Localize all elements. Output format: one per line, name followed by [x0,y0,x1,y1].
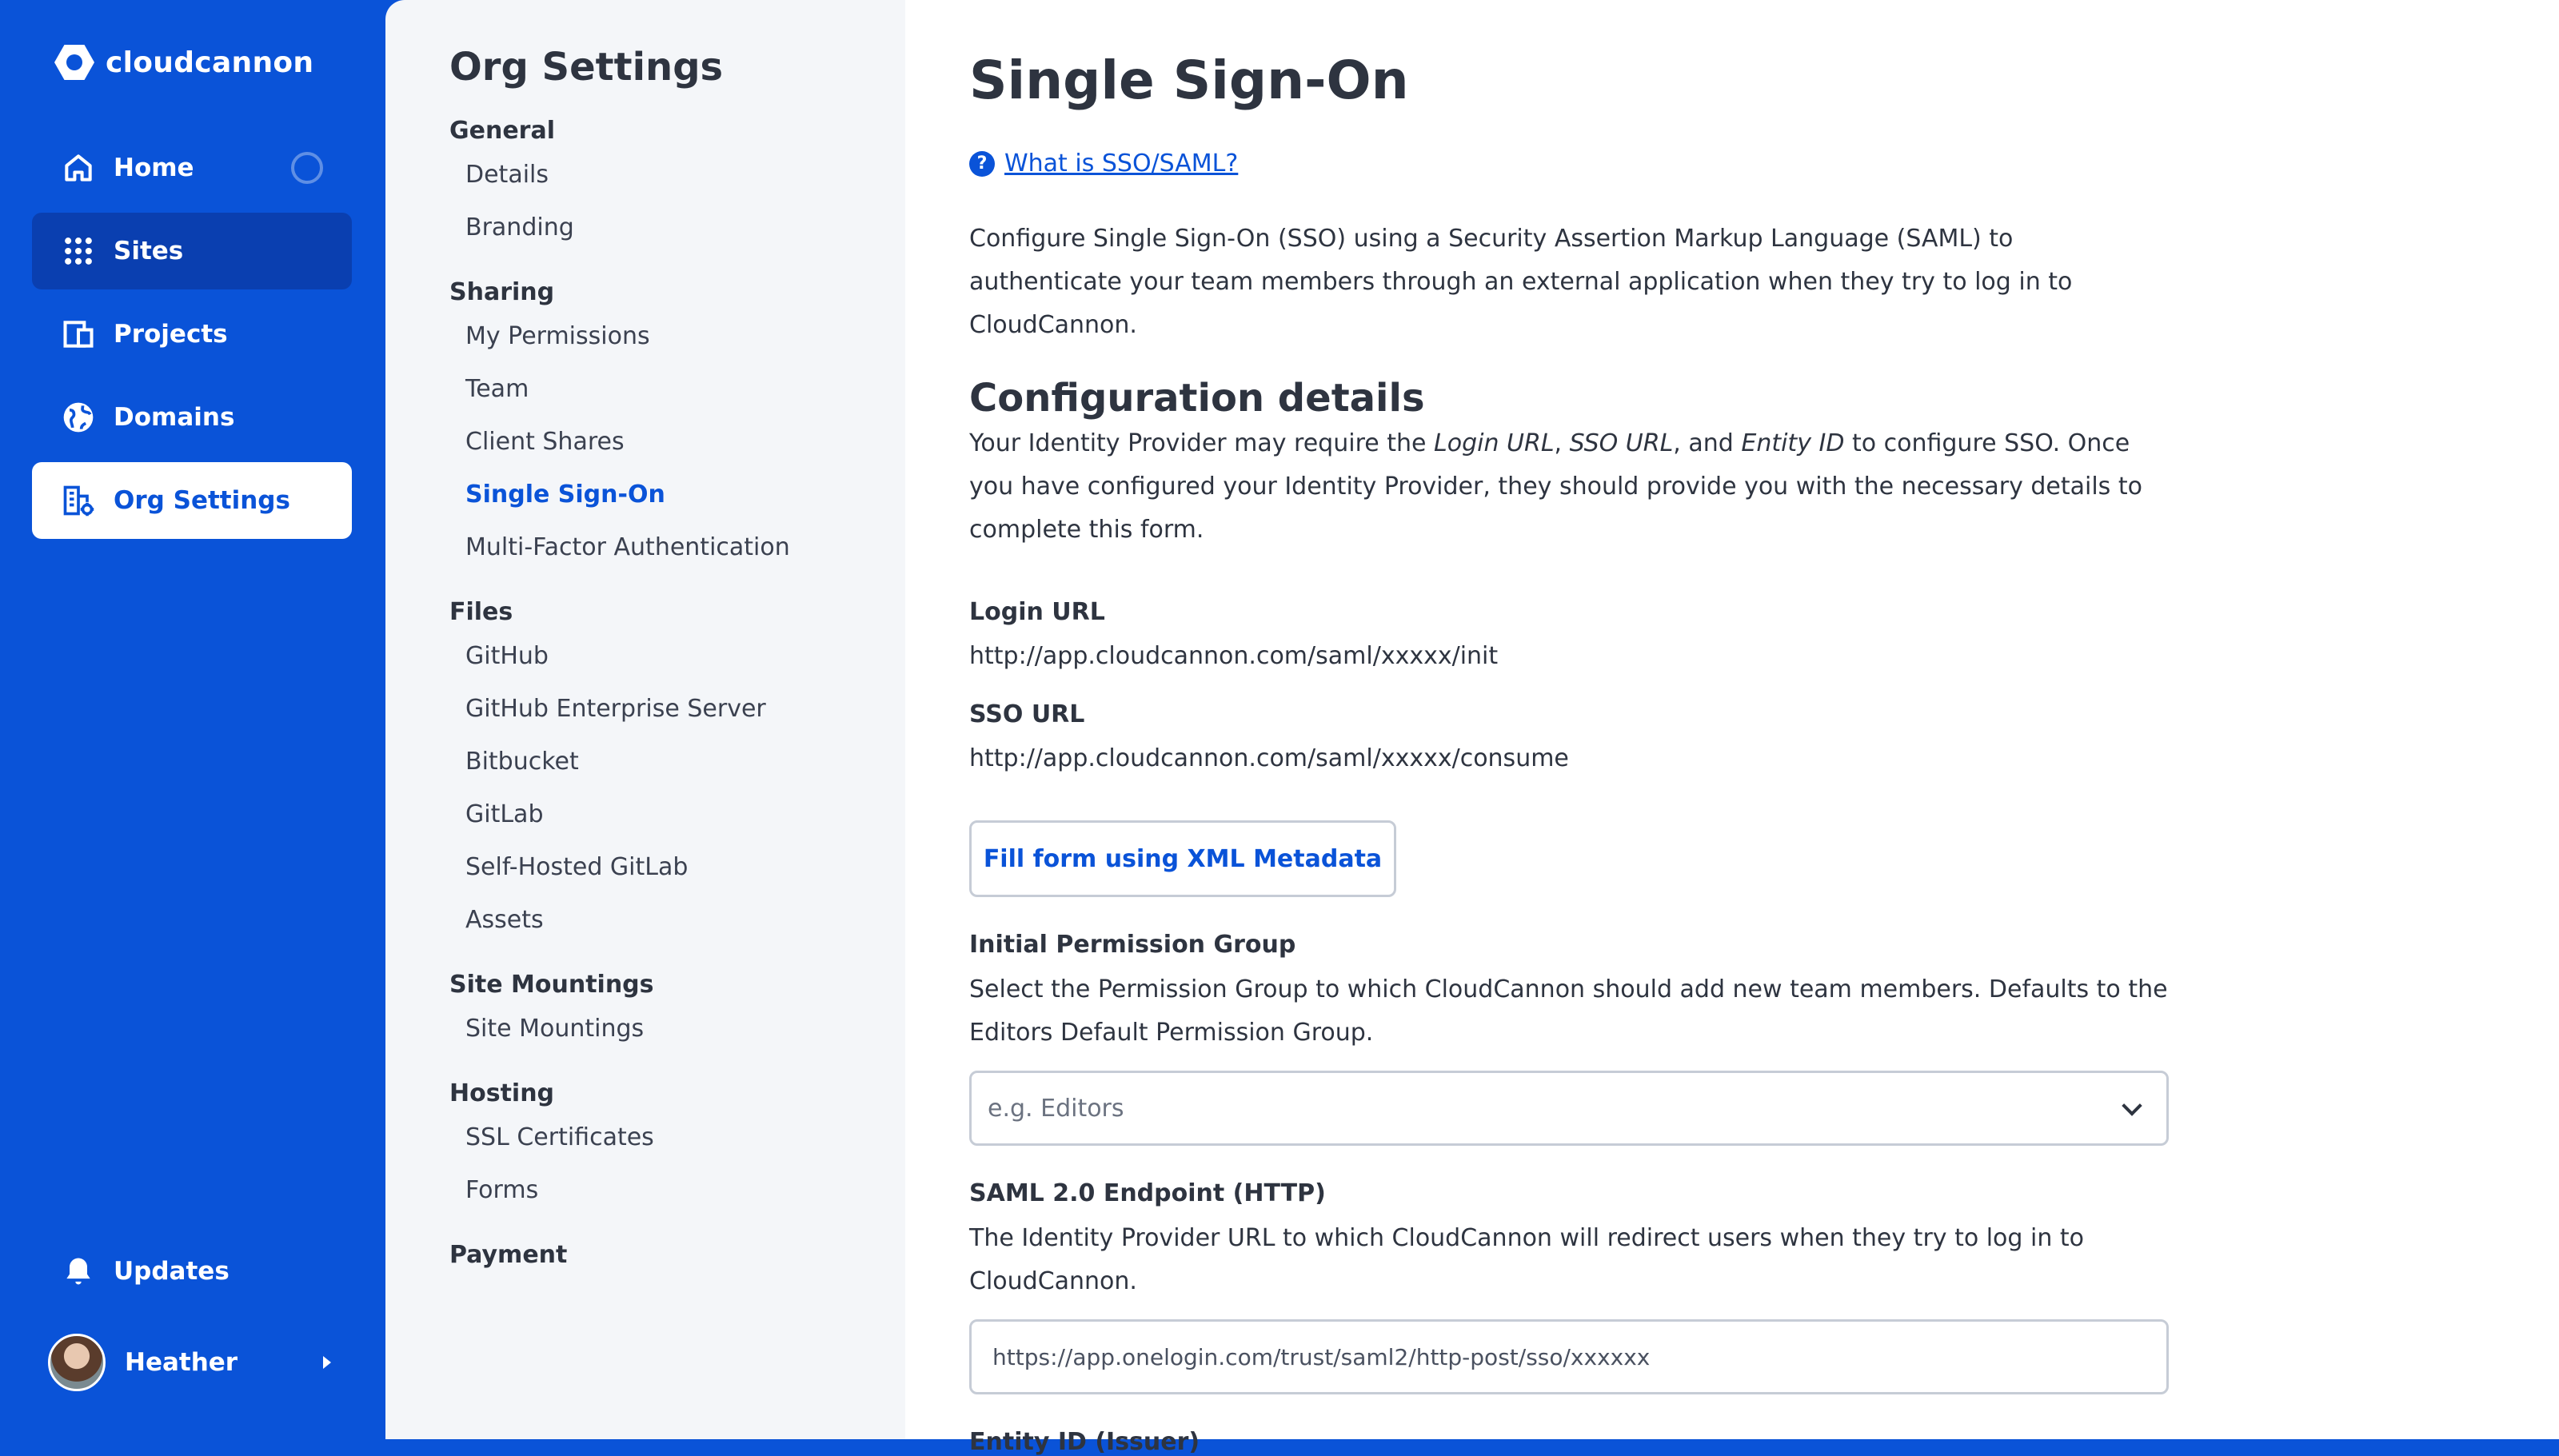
settings-group-sharing [449,275,905,574]
loading-spinner-icon [291,152,323,184]
group-title: Files [449,598,513,626]
nav-home-label: Home [114,154,194,182]
config-text [969,422,2169,552]
settings-group-hosting [449,1076,905,1217]
nav-updates-label: Updates [114,1257,230,1286]
permission-group-placeholder: e.g. Editors [988,1094,1124,1123]
settings-nav-title: Org Settings [449,45,724,90]
config-heading: Configuration details [969,376,1425,421]
settings-group-general [449,114,905,254]
settings-item-team[interactable]: Team [465,375,529,403]
login-url-value: http://app.cloudcannon.com/saml/xxxxx/init [969,642,1499,670]
nav-sites-label: Sites [114,237,184,265]
chevron-down-icon [2122,1095,2142,1115]
sso-url-label: SSO URL [969,700,1085,728]
nav-domains-label: Domains [114,403,235,432]
settings-group-payment [449,1238,905,1273]
settings-item-bitbucket[interactable]: Bitbucket [465,748,579,776]
main-content [905,0,2559,1456]
group-title: Payment [449,1241,568,1269]
permission-group-select[interactable] [969,1071,2169,1146]
settings-group-files [449,595,905,947]
nav-org-settings[interactable] [32,462,352,539]
login-url-label: Login URL [969,598,1105,626]
permission-group-label: Initial Permission Group [969,931,1296,959]
settings-item-client-shares[interactable]: Client Shares [465,428,625,456]
settings-item-single-sign-on[interactable]: Single Sign-On [465,481,665,509]
sso-help-link[interactable] [969,150,2559,178]
settings-item-self-hosted-gitlab[interactable]: Self-Hosted GitLab [465,853,689,881]
settings-item-ssl-certificates[interactable]: SSL Certificates [465,1123,654,1151]
settings-item-my-permissions[interactable]: My Permissions [465,322,650,350]
user-menu[interactable] [48,1332,336,1393]
settings-item-gitlab[interactable]: GitLab [465,800,544,828]
nav-projects[interactable] [32,296,352,373]
config-text-part: Your Identity Provider may require the [969,429,1435,457]
config-emphasis: SSO URL [1569,429,1674,457]
group-title: Site Mountings [449,971,654,999]
settings-item-forms[interactable]: Forms [465,1176,539,1204]
avatar [48,1334,106,1391]
group-title: General [449,117,555,145]
permission-group-help: Select the Permission Group to which CloudCannon should add new team members. Defaults to the Editors Default Permission Group. [969,975,2168,1047]
org-settings-icon [61,483,96,518]
intro-text: Configure Single Sign-On (SSO) using a Security Assertion Markup Language (SAML) to authenticate your team members through an external application when they try to log in to CloudCannon. [969,225,2073,339]
settings-item-details[interactable]: Details [465,161,549,189]
endpoint-label: SAML 2.0 Endpoint (HTTP) [969,1179,1326,1207]
settings-item-assets[interactable]: Assets [465,906,544,934]
nav-domains[interactable] [32,379,352,456]
nav-projects-label: Projects [114,320,228,349]
config-text-part: , and [1673,429,1742,457]
nav-home[interactable] [32,130,352,206]
endpoint-input[interactable] [969,1319,2169,1394]
settings-item-site-mountings[interactable]: Site Mountings [465,1015,645,1043]
config-emphasis: Login URL [1434,429,1555,457]
home-icon [61,150,96,185]
app-sidebar [0,0,384,1439]
grid-icon [61,233,96,269]
settings-nav [385,0,905,1439]
projects-icon [61,317,96,352]
settings-item-github-enterprise[interactable]: GitHub Enterprise Server [465,695,766,723]
nav-sites[interactable] [32,213,352,289]
config-text-part: , [1554,429,1570,457]
endpoint-help: The Identity Provider URL to which CloudCannon will redirect users when they try to log in to CloudCannon. [969,1224,2084,1295]
bell-icon [61,1254,96,1289]
cloudcannon-logo-icon [51,45,98,80]
user-name: Heather [125,1348,238,1377]
nav-org-settings-label: Org Settings [114,486,290,515]
fill-xml-metadata-button[interactable]: Fill form using XML Metadata [969,820,1396,897]
globe-icon [61,400,96,435]
config-text-part: to configure SSO. Once you have configured your Identity Provider, they should provide you with the necessary details to complete this form. [969,429,2142,544]
nav-updates[interactable] [32,1233,352,1310]
settings-item-mfa[interactable]: Multi-Factor Authentication [465,533,790,561]
settings-item-github[interactable]: GitHub [465,642,549,670]
caret-right-icon [323,1356,331,1369]
brand-name: cloudcannon [106,46,314,79]
config-emphasis: Entity ID [1741,429,1845,457]
settings-item-branding[interactable]: Branding [465,213,574,241]
group-title: Hosting [449,1079,555,1107]
help-link-label: What is SSO/SAML? [1004,150,1239,178]
sso-url-value: http://app.cloudcannon.com/saml/xxxxx/consume [969,744,1569,772]
group-title: Sharing [449,278,555,306]
page-title: Single Sign-On [969,50,1409,111]
entity-id-label: Entity ID (Issuer) [969,1428,1200,1456]
settings-group-site-mountings [449,967,905,1055]
brand-logo[interactable] [51,45,313,80]
help-circle-icon: ? [969,151,995,177]
